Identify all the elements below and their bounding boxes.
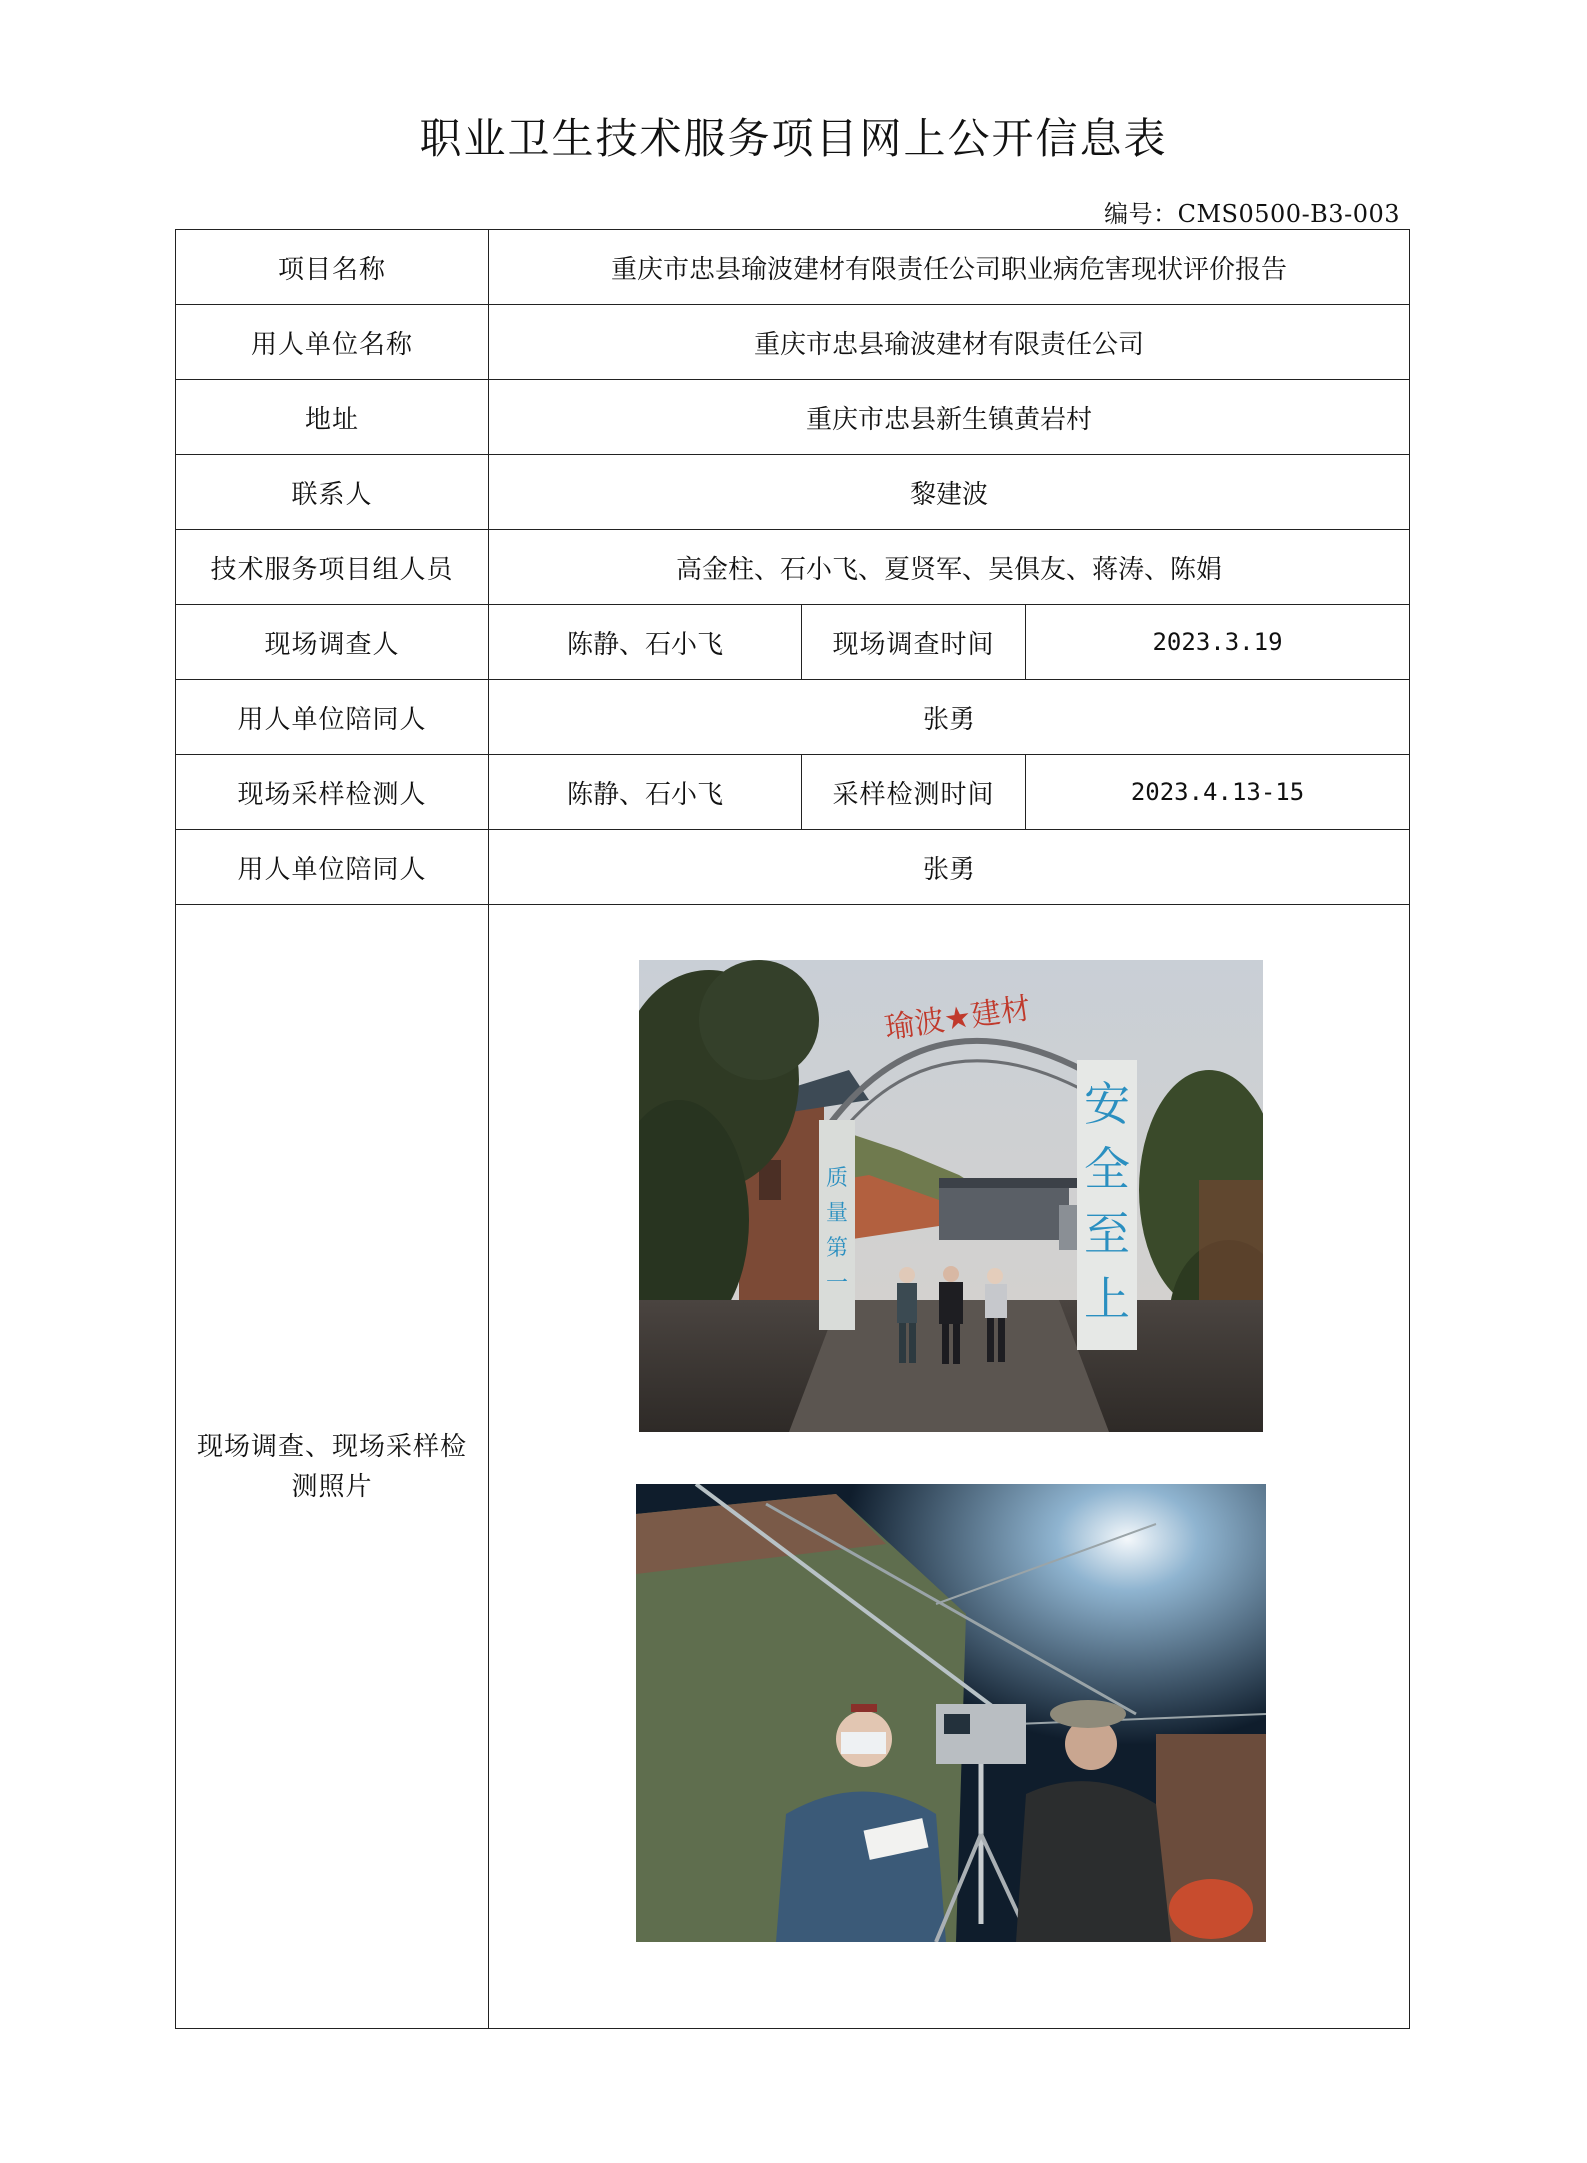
table-row: [176, 830, 1410, 905]
sampling-time-value: 2023.4.13-15: [1026, 755, 1410, 830]
site-survey-photo: [639, 960, 1263, 1432]
left-pillar-sign-char: 一: [825, 1271, 849, 1296]
right-pillar-sign-char: 全: [1084, 1142, 1130, 1196]
address-value: 重庆市忠县新生镇黄岩村: [489, 380, 1410, 455]
team-members-label: 技术服务项目组人员: [176, 530, 489, 605]
contact-value: 黎建波: [489, 455, 1410, 530]
site-investigation-time-value: 2023.3.19: [1026, 605, 1410, 680]
document-number: 编号：CMS0500-B3-003: [1104, 200, 1400, 228]
employer-escort-value: 张勇: [489, 680, 1410, 755]
arch-sign: 瑜波★建材: [882, 991, 1033, 1047]
table-row: [176, 380, 1410, 455]
sampling-scene-image: [636, 1484, 1266, 1942]
contact-label: 联系人: [176, 455, 489, 530]
table-row: [176, 230, 1410, 305]
site-investigator-label: 现场调查人: [176, 605, 489, 680]
team-members-value: 高金柱、石小飞、夏贤军、吴俱友、蒋涛、陈娟: [489, 530, 1410, 605]
factory-gate-image: [639, 960, 1263, 1432]
table-row: [176, 755, 1410, 830]
employer-escort-value: 张勇: [489, 830, 1410, 905]
table-row: [176, 530, 1410, 605]
address-label: 地址: [176, 380, 489, 455]
employer-escort-label: 用人单位陪同人: [176, 830, 489, 905]
employer-escort-label: 用人单位陪同人: [176, 680, 489, 755]
photos-cell: [489, 905, 1410, 2029]
right-pillar-sign-char: 安: [1084, 1077, 1130, 1131]
left-pillar-sign-char: 第: [825, 1236, 849, 1261]
site-investigator-value: 陈静、石小飞: [489, 605, 802, 680]
info-table: [175, 229, 1410, 2029]
sampling-time-label: 采样检测时间: [802, 755, 1026, 830]
table-row: [176, 680, 1410, 755]
photos-label: 现场调查、现场采样检测照片: [196, 1431, 467, 1502]
table-row: [176, 605, 1410, 680]
employer-name-label: 用人单位名称: [176, 305, 489, 380]
right-pillar-sign-char: 至: [1084, 1207, 1130, 1261]
table-row: [176, 305, 1410, 380]
right-pillar-sign-char: 上: [1084, 1272, 1130, 1326]
project-name-label: 项目名称: [176, 230, 489, 305]
employer-name-value: 重庆市忠县瑜波建材有限责任公司: [489, 305, 1410, 380]
sampling-tester-label: 现场采样检测人: [176, 755, 489, 830]
site-investigation-time-label: 现场调查时间: [802, 605, 1026, 680]
table-row: [176, 455, 1410, 530]
left-pillar-sign-char: 量: [825, 1201, 849, 1226]
table-row: [176, 905, 1410, 2029]
project-name-value: 重庆市忠县瑜波建材有限责任公司职业病危害现状评价报告: [489, 230, 1410, 305]
page-title: 职业卫生技术服务项目网上公开信息表: [419, 114, 1168, 163]
sampling-photo: [636, 1484, 1266, 1942]
sampling-tester-value: 陈静、石小飞: [489, 755, 802, 830]
left-pillar-sign-char: 质: [825, 1166, 849, 1191]
